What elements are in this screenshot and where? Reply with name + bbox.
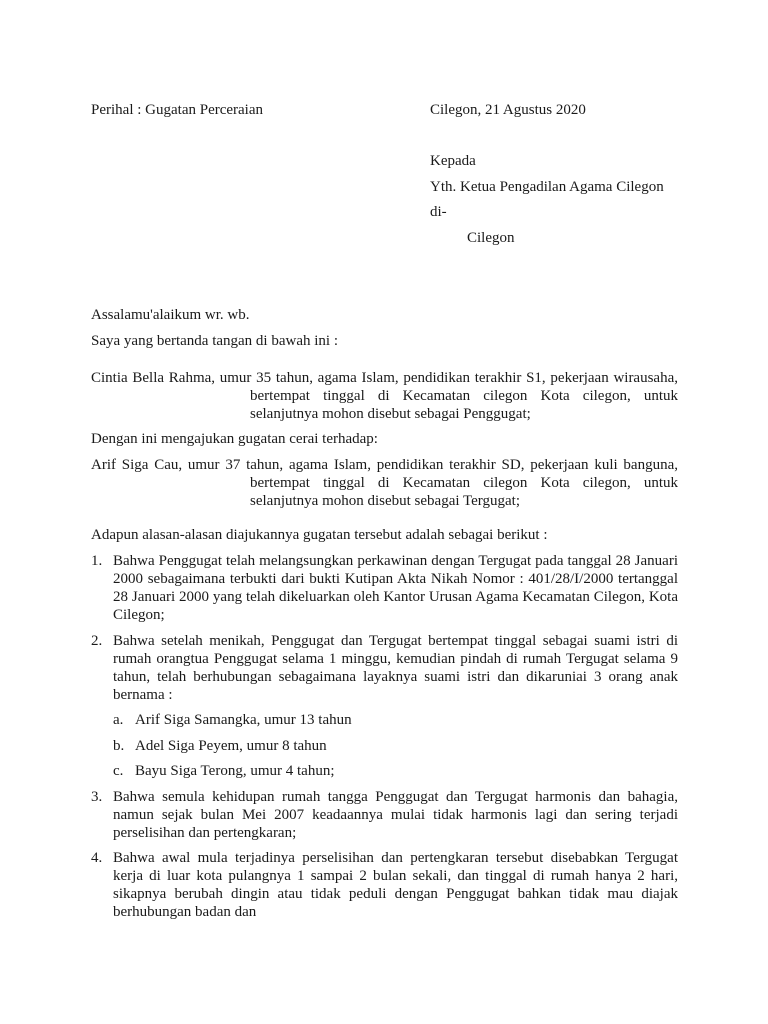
child-letter: b. [113,738,125,754]
child-text: Bayu Siga Terong, umur 4 tahun; [135,763,335,779]
reason-text: Bahwa semula kehidupan rumah tangga Penggugat dan Tergugat harmonis dan bahagia, namun sejak bulan Mei 2007 keadaannya mulai tidak harmonis lagi dan sering terjadi perselisihan dan pertengkaran; [113,789,678,841]
child-letter: a. [113,712,124,728]
against-text: Dengan ini mengajukan gugatan cerai terhadap: [91,431,378,447]
addressee-yth: Yth. Ketua Pengadilan Agama Cilegon [430,179,664,195]
child-text: Adel Siga Peyem, umur 8 tahun [135,738,327,754]
defendant-first-line: Arif Siga Cau, umur 37 tahun, agama Islam, pendidikan terakhir SD, pekerjaan kuli banguna, [91,457,678,473]
plaintiff-first-line: Cintia Bella Rahma, umur 35 tahun, agama Islam, pendidikan terakhir S1, pekerjaan wirausaha, [91,370,678,386]
addressee-di: di- [430,204,447,220]
plaintiff-rest: bertempat tinggal di Kecamatan cilegon Kota cilegon, untuk selanjutnya mohon disebut sebagai Penggugat; [250,388,678,422]
reason-number: 2. [91,633,103,649]
reason-number: 4. [91,850,103,866]
addressee-city: Cilegon [467,230,515,246]
greeting: Assalamu'alaikum wr. wb. [91,307,250,323]
child-letter: c. [113,763,124,779]
reason-number: 1. [91,553,103,569]
defendant-identity [91,456,678,510]
reason-number: 3. [91,789,103,805]
intro-text: Saya yang bertanda tangan di bawah ini : [91,333,339,349]
addressee-kepada: Kepada [430,153,476,169]
place-date: Cilegon, 21 Agustus 2020 [430,102,586,118]
reason-text: Bahwa Penggugat telah melangsungkan perkawinan dengan Tergugat pada tanggal 28 Januari 2000 sebagaimana terbukti dari bukti Kutipan Akta Nikah Nomor : 401/28/I/2000 tertanggal 28 Januari 2000 yang telah dikeluarkan oleh Kantor Urusan Agama Kecamatan Cilegon, Kota Cilegon; [113,553,678,623]
reason-text: Bahwa setelah menikah, Penggugat dan Tergugat bertempat tinggal sebagai suami istri di rumah orangtua Penggugat selama 1 minggu, kemudian pindah di rumah Tergugat selama 9 tahun, telah berhubungan sebagaimana layaknya suami istri dan dikaruniai 3 orang anak bernama : [113,633,678,703]
subject-line: Perihal : Gugatan Perceraian [91,102,264,118]
defendant-rest: bertempat tinggal di Kecamatan cilegon Kota cilegon, untuk selanjutnya mohon disebut sebagai Tergugat; [250,475,678,509]
child-text: Arif Siga Samangka, umur 13 tahun [135,712,352,728]
reasons-intro: Adapun alasan-alasan diajukannya gugatan tersebut adalah sebagai berikut : [91,527,548,543]
plaintiff-identity [91,369,678,423]
reason-text: Bahwa awal mula terjadinya perselisihan dan pertengkaran tersebut disebabkan Tergugat kerja di luar kota pulangnya 1 sampai 2 bulan sekali, dan tinggal di rumah hanya 2 hari, sikapnya berubah dingin atau tidak peduli dengan Penggugat bahkan tidak mau diajak berhubungan badan dan [113,850,678,920]
